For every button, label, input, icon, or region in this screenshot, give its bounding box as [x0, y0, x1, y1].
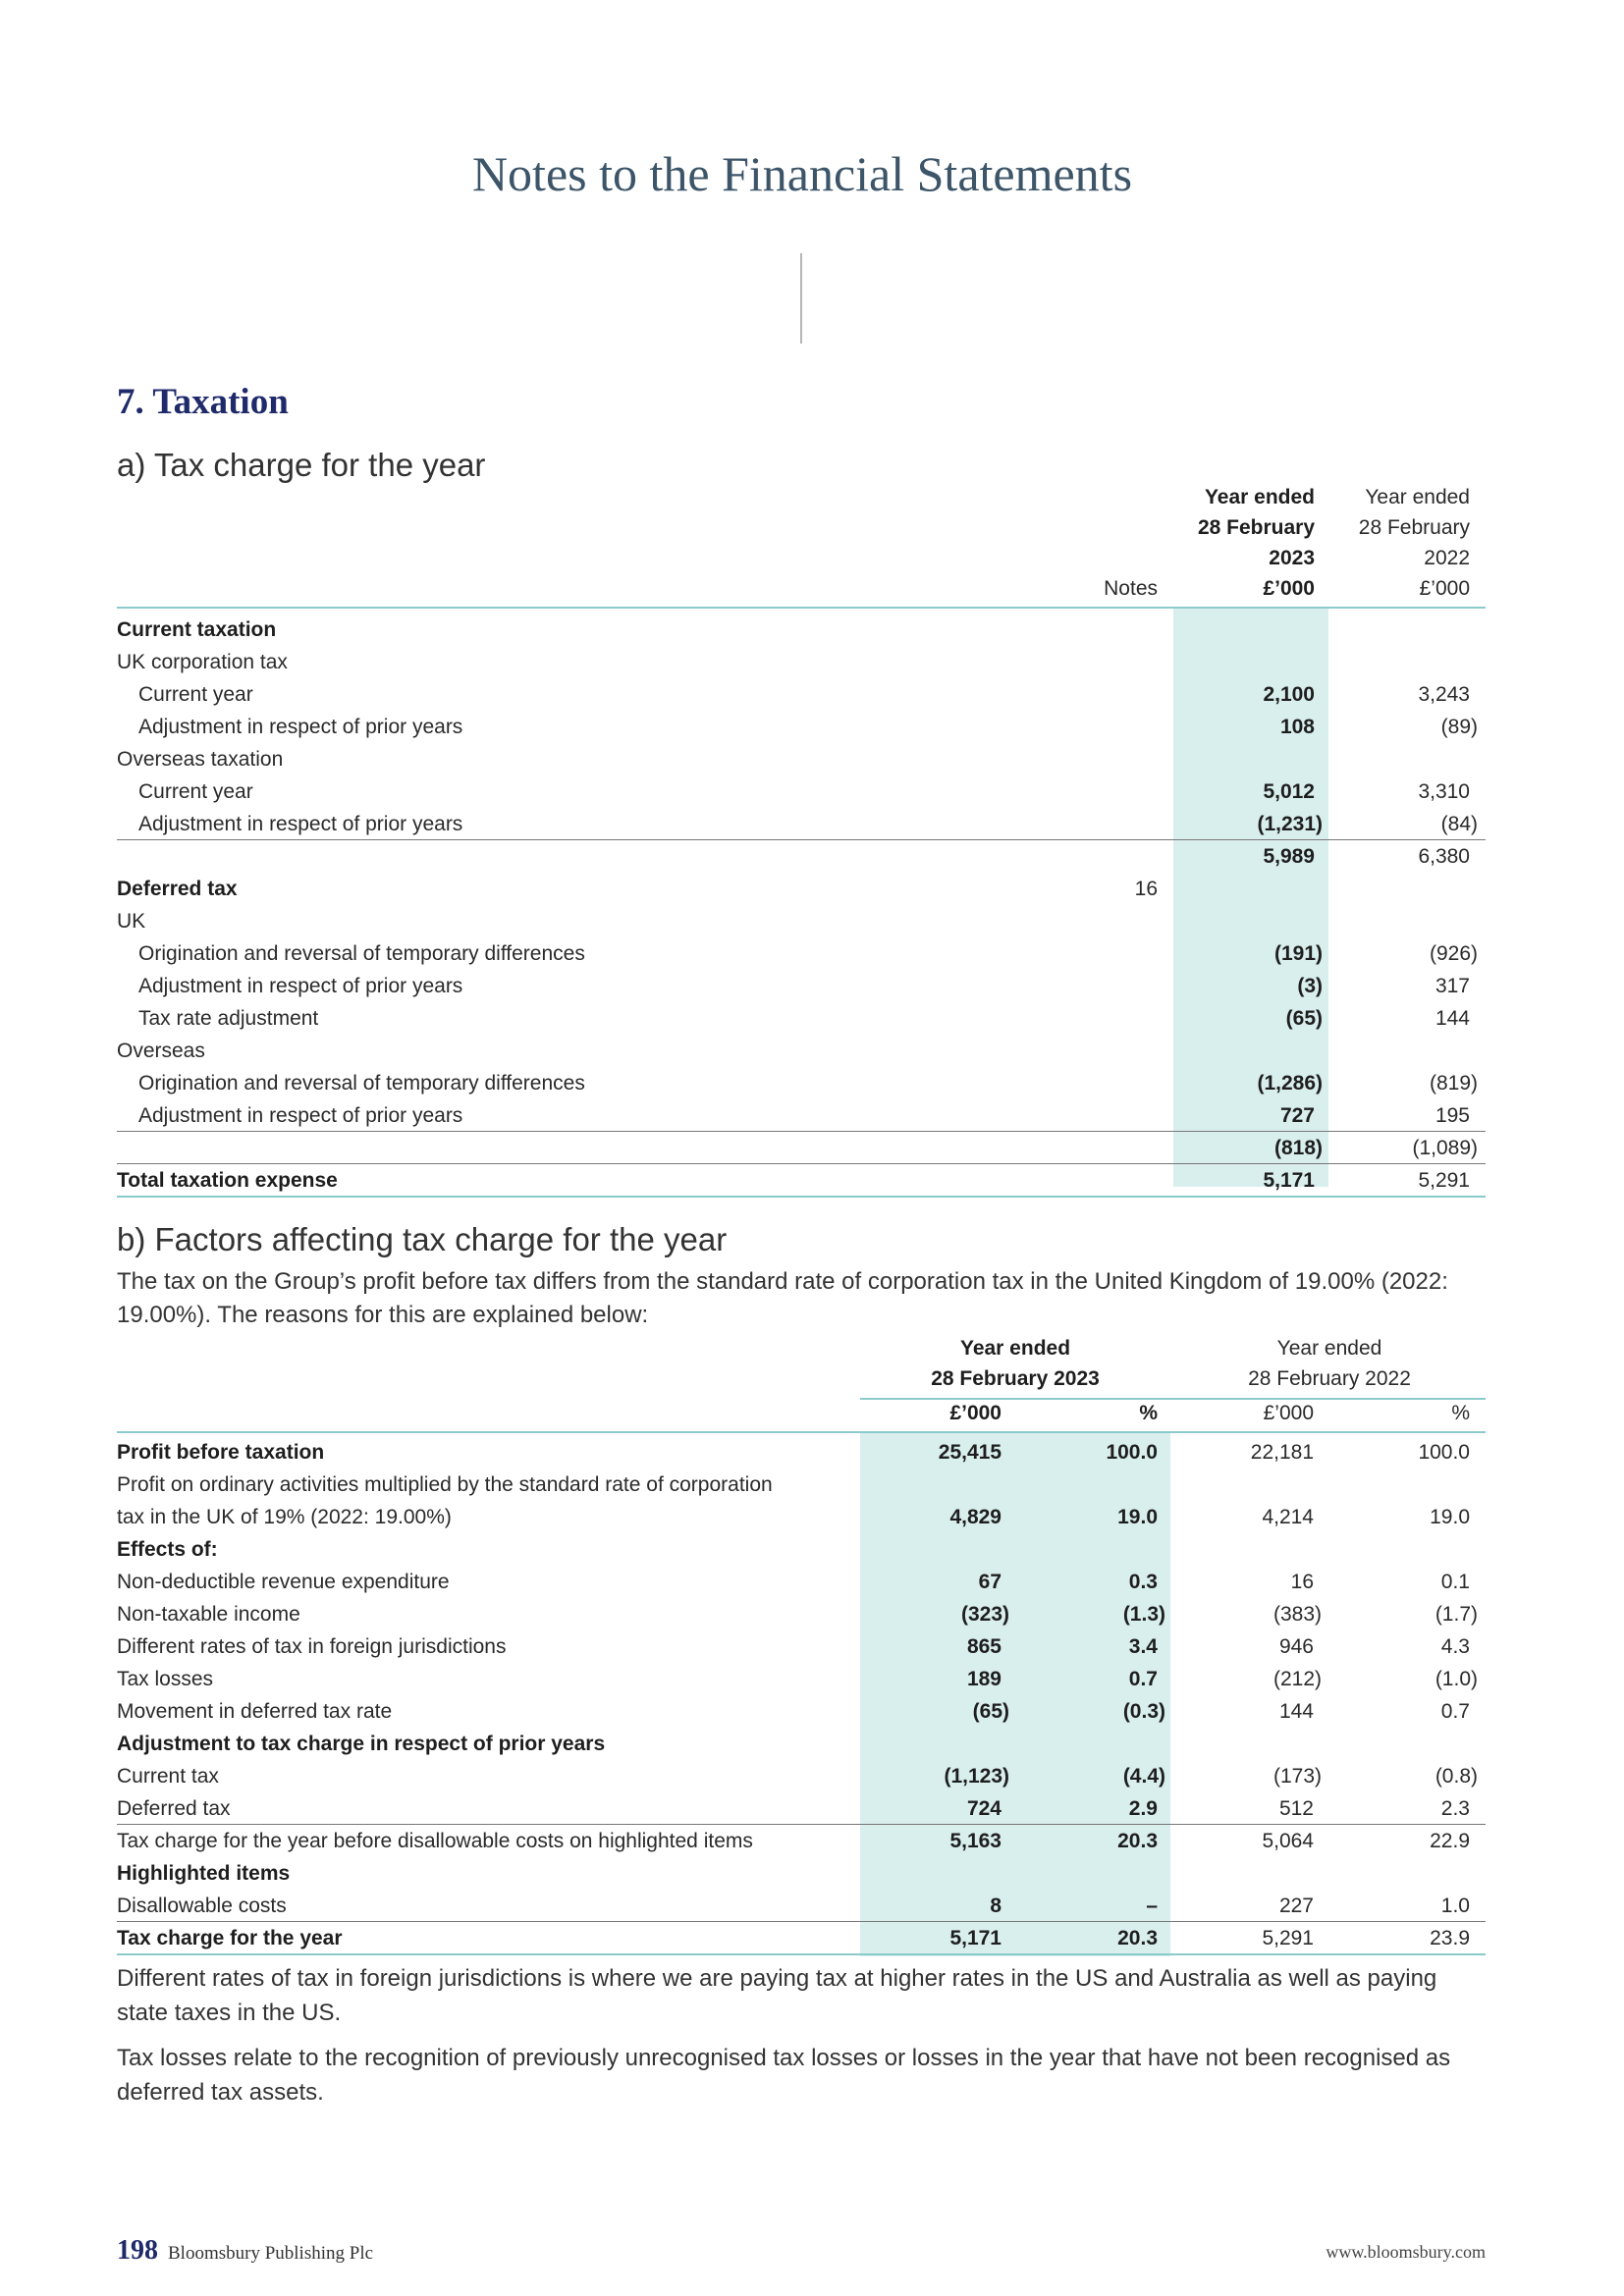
row-label: Non-taxable income — [117, 1603, 300, 1626]
company-name: Bloomsbury Publishing Plc — [168, 2243, 374, 2264]
table-row — [117, 743, 1486, 775]
factors-table — [117, 1337, 1486, 1955]
table-row — [117, 1630, 1486, 1663]
prior-year-pct: 100.0 — [1418, 1441, 1470, 1464]
section-title: 7. Taxation — [117, 382, 289, 422]
row-label: Adjustment in respect of prior years — [138, 975, 463, 997]
row-label: Origination and reversal of temporary differences — [138, 1072, 585, 1095]
current-year-value: (65) — [1285, 1007, 1323, 1030]
py-header-line1: Year ended — [1365, 486, 1470, 508]
cy-header-line3: 2023 — [1269, 547, 1315, 569]
current-year-value: (323) — [960, 1603, 1009, 1626]
table-row — [117, 1922, 1486, 1954]
current-year-value: 8 — [990, 1895, 1001, 1917]
row-rule — [117, 1163, 1486, 1164]
prior-year-value: (926) — [1429, 942, 1478, 965]
cy-header-line2: 28 February — [1197, 516, 1315, 539]
row-label: Adjustment in respect of prior years — [138, 1104, 463, 1127]
current-year-pct: 3.4 — [1128, 1635, 1158, 1658]
current-year-value: 5,012 — [1263, 780, 1315, 803]
table-row — [117, 1792, 1486, 1825]
row-rule — [117, 1131, 1486, 1132]
py-header-line2: 28 February 2022 — [1248, 1367, 1411, 1390]
py-header-line2: 28 February — [1358, 516, 1470, 539]
current-year-value: (3) — [1297, 975, 1323, 997]
prior-year-value: 195 — [1435, 1104, 1470, 1127]
prior-year-value: 3,310 — [1418, 780, 1470, 803]
cy-pct: % — [1139, 1402, 1158, 1424]
row-label: UK corporation tax — [117, 651, 288, 673]
row-label: Profit before taxation — [117, 1441, 325, 1464]
table-row — [117, 1566, 1486, 1598]
note-paragraph-2: Tax losses relate to the recognition of previously unrecognised tax losses or losses in the year that have not been recognised as deferred tax assets. — [117, 2045, 1451, 2106]
table-row — [117, 1825, 1486, 1857]
current-year-value: 5,171 — [949, 1927, 1001, 1949]
cy-header-line2: 28 February 2023 — [931, 1367, 1100, 1390]
table-row — [117, 808, 1486, 840]
prior-year-pct: (1.0) — [1435, 1668, 1478, 1690]
prior-year-pct: 2.3 — [1440, 1797, 1470, 1820]
table-row — [117, 905, 1486, 937]
header-rule-top — [860, 1398, 1486, 1400]
row-label: Adjustment in respect of prior years — [138, 813, 463, 835]
current-year-pct: 2.9 — [1128, 1797, 1158, 1820]
table-row — [117, 1760, 1486, 1792]
py-header-unit: £’000 — [1419, 577, 1470, 600]
prior-year-pct: 1.0 — [1440, 1895, 1470, 1917]
current-year-pct: 0.7 — [1128, 1668, 1158, 1690]
current-year-value: (65) — [972, 1700, 1009, 1723]
prior-year-value: 946 — [1278, 1635, 1314, 1658]
cy-header-line1: Year ended — [1204, 486, 1315, 508]
row-label: Tax charge for the year before disallowable costs on highlighted items — [117, 1830, 753, 1852]
current-year-value: 25,415 — [938, 1441, 1001, 1464]
current-year-pct: – — [1146, 1895, 1158, 1917]
prior-year-value: (89) — [1440, 716, 1478, 738]
table-row — [117, 1533, 1486, 1566]
current-year-value: 2,100 — [1263, 683, 1315, 706]
row-note: 16 — [1134, 878, 1158, 900]
table-row — [117, 1857, 1486, 1890]
current-year-value: 189 — [966, 1668, 1001, 1690]
row-rule — [117, 1824, 1486, 1825]
row-rule — [117, 1953, 1486, 1955]
prior-year-value: 512 — [1278, 1797, 1314, 1820]
current-year-value: 5,989 — [1263, 845, 1315, 868]
table-row — [117, 937, 1486, 970]
row-label: Current year — [138, 780, 253, 803]
prior-year-value: (383) — [1272, 1603, 1322, 1626]
row-rule — [117, 1921, 1486, 1922]
row-label-line2: tax in the UK of 19% (2022: 19.00%) — [117, 1506, 452, 1528]
table-a-subtitle: a) Tax charge for the year — [117, 447, 486, 483]
current-year-pct: 20.3 — [1117, 1927, 1158, 1949]
prior-year-pct: (1.7) — [1435, 1603, 1478, 1626]
row-label: Tax charge for the year — [117, 1927, 343, 1949]
table-row — [117, 775, 1486, 808]
prior-year-value: 6,380 — [1418, 845, 1470, 868]
prior-year-value: (84) — [1440, 813, 1478, 835]
row-label: Tax losses — [117, 1668, 214, 1690]
table-row — [117, 1728, 1486, 1760]
row-label: Deferred tax — [117, 1797, 231, 1820]
current-year-value: 865 — [966, 1635, 1001, 1658]
table-row — [117, 1002, 1486, 1035]
current-year-value: 724 — [966, 1797, 1001, 1820]
prior-year-value: (173) — [1272, 1765, 1322, 1788]
row-label: Deferred tax — [117, 878, 238, 900]
current-year-pct: (0.3) — [1122, 1700, 1165, 1723]
prior-year-value: (212) — [1272, 1668, 1322, 1690]
row-label: Tax rate adjustment — [138, 1007, 319, 1030]
table-row — [117, 1164, 1486, 1197]
row-label: Overseas taxation — [117, 748, 284, 771]
table-row — [117, 1695, 1486, 1728]
table-row — [117, 1598, 1486, 1630]
prior-year-value: 227 — [1278, 1895, 1314, 1917]
row-label: Current taxation — [117, 618, 277, 641]
row-label: Movement in deferred tax rate — [117, 1700, 393, 1723]
current-year-value: (1,231) — [1257, 813, 1323, 835]
cy-header-line1: Year ended — [959, 1337, 1071, 1360]
prior-year-value: 317 — [1435, 975, 1470, 997]
current-year-value: 5,171 — [1263, 1169, 1315, 1192]
current-year-pct: (1.3) — [1122, 1603, 1165, 1626]
row-label: Total taxation expense — [117, 1169, 338, 1192]
table-row — [117, 711, 1486, 743]
row-label: Overseas — [117, 1040, 205, 1062]
website: www.bloomsbury.com — [1326, 2242, 1486, 2262]
prior-year-pct: 0.1 — [1440, 1571, 1470, 1593]
table-b-intro: The tax on the Group’s profit before tax differs from the standard rate of corporation tax in the United Kingdom of 19.00% (2022: 19.00%). The reasons for this are explained below: — [117, 1268, 1448, 1328]
table-row — [117, 1663, 1486, 1695]
prior-year-value: 5,064 — [1262, 1830, 1314, 1852]
current-year-value: (1,286) — [1257, 1072, 1323, 1095]
current-year-value: (1,123) — [944, 1765, 1009, 1788]
page-number: 198 — [117, 2235, 158, 2266]
current-year-pct: (4.4) — [1122, 1765, 1165, 1788]
row-label: Effects of: — [117, 1538, 218, 1561]
current-year-value: 67 — [978, 1571, 1001, 1593]
table-row — [117, 1132, 1486, 1164]
row-label: Adjustment to tax charge in respect of prior years — [117, 1733, 606, 1755]
prior-year-value: 4,214 — [1262, 1506, 1314, 1528]
py-header-line3: 2022 — [1424, 547, 1470, 569]
row-label: Profit on ordinary activities multiplied by the standard rate of corporation — [117, 1473, 773, 1496]
prior-year-pct: 0.7 — [1440, 1700, 1470, 1723]
footer-left — [117, 2235, 373, 2267]
table-row — [117, 1436, 1486, 1468]
prior-year-value: 5,291 — [1418, 1169, 1470, 1192]
prior-year-value: 144 — [1278, 1700, 1314, 1723]
prior-year-value: (819) — [1429, 1072, 1478, 1095]
prior-year-value: 5,291 — [1262, 1927, 1314, 1949]
row-rule — [117, 1196, 1486, 1198]
row-rule — [117, 839, 1486, 840]
row-label: Adjustment in respect of prior years — [138, 716, 463, 738]
current-year-pct: 20.3 — [1117, 1830, 1158, 1852]
current-year-value: 108 — [1279, 716, 1315, 738]
tax-charge-table — [117, 486, 1486, 1193]
row-label: Non-deductible revenue expenditure — [117, 1571, 450, 1593]
table-row — [117, 614, 1486, 646]
header-rule — [117, 607, 1486, 609]
prior-year-pct: 22.9 — [1430, 1830, 1470, 1852]
py-header-line1: Year ended — [1276, 1337, 1382, 1360]
table-row — [117, 646, 1486, 678]
prior-year-value: 16 — [1290, 1571, 1314, 1593]
prior-year-value: 22,181 — [1250, 1441, 1314, 1464]
row-label: Disallowable costs — [117, 1895, 287, 1917]
row-label: Different rates of tax in foreign jurisdictions — [117, 1635, 507, 1658]
divider — [800, 253, 802, 344]
cy-header-unit: £’000 — [1263, 577, 1315, 600]
current-year-value: 4,829 — [949, 1506, 1001, 1528]
current-year-value: 5,163 — [949, 1830, 1001, 1852]
row-label: Current tax — [117, 1765, 219, 1788]
table-row — [117, 678, 1486, 711]
current-year-pct: 19.0 — [1117, 1506, 1158, 1528]
header-rule — [117, 1431, 1486, 1433]
py-unit: £’000 — [1263, 1402, 1314, 1424]
note-paragraph-1: Different rates of tax in foreign jurisdictions is where we are paying tax at higher rates in the US and Australia as well as paying state taxes in the US. — [117, 1965, 1437, 2026]
row-label: Highlighted items — [117, 1862, 291, 1885]
row-label: Current year — [138, 683, 253, 706]
prior-year-value: (1,089) — [1412, 1137, 1478, 1159]
prior-year-pct: 23.9 — [1430, 1927, 1470, 1949]
current-year-value: (818) — [1273, 1137, 1323, 1159]
row-label: Origination and reversal of temporary differences — [138, 942, 585, 965]
page-title: Notes to the Financial Statements — [471, 146, 1133, 201]
current-year-pct: 100.0 — [1106, 1441, 1158, 1464]
table-row — [117, 1035, 1486, 1067]
prior-year-pct: (0.8) — [1435, 1765, 1478, 1788]
table-row — [117, 1067, 1486, 1099]
table-row — [117, 1468, 1486, 1533]
current-year-pct: 0.3 — [1128, 1571, 1158, 1593]
table-row — [117, 1099, 1486, 1132]
prior-year-value: 3,243 — [1418, 683, 1470, 706]
current-year-value: 727 — [1279, 1104, 1315, 1127]
prior-year-pct: 19.0 — [1430, 1506, 1470, 1528]
table-b-subtitle: b) Factors affecting tax charge for the year — [117, 1221, 728, 1257]
table-row — [117, 840, 1486, 873]
prior-year-pct: 4.3 — [1440, 1635, 1470, 1658]
current-year-value: (191) — [1273, 942, 1323, 965]
py-pct: % — [1451, 1402, 1470, 1424]
table-row — [117, 1890, 1486, 1922]
prior-year-value: 144 — [1435, 1007, 1470, 1030]
notes-header: Notes — [1104, 577, 1158, 600]
table-row — [117, 873, 1486, 905]
table-row — [117, 970, 1486, 1002]
cy-unit: £’000 — [949, 1402, 1001, 1424]
row-label: UK — [117, 910, 146, 933]
